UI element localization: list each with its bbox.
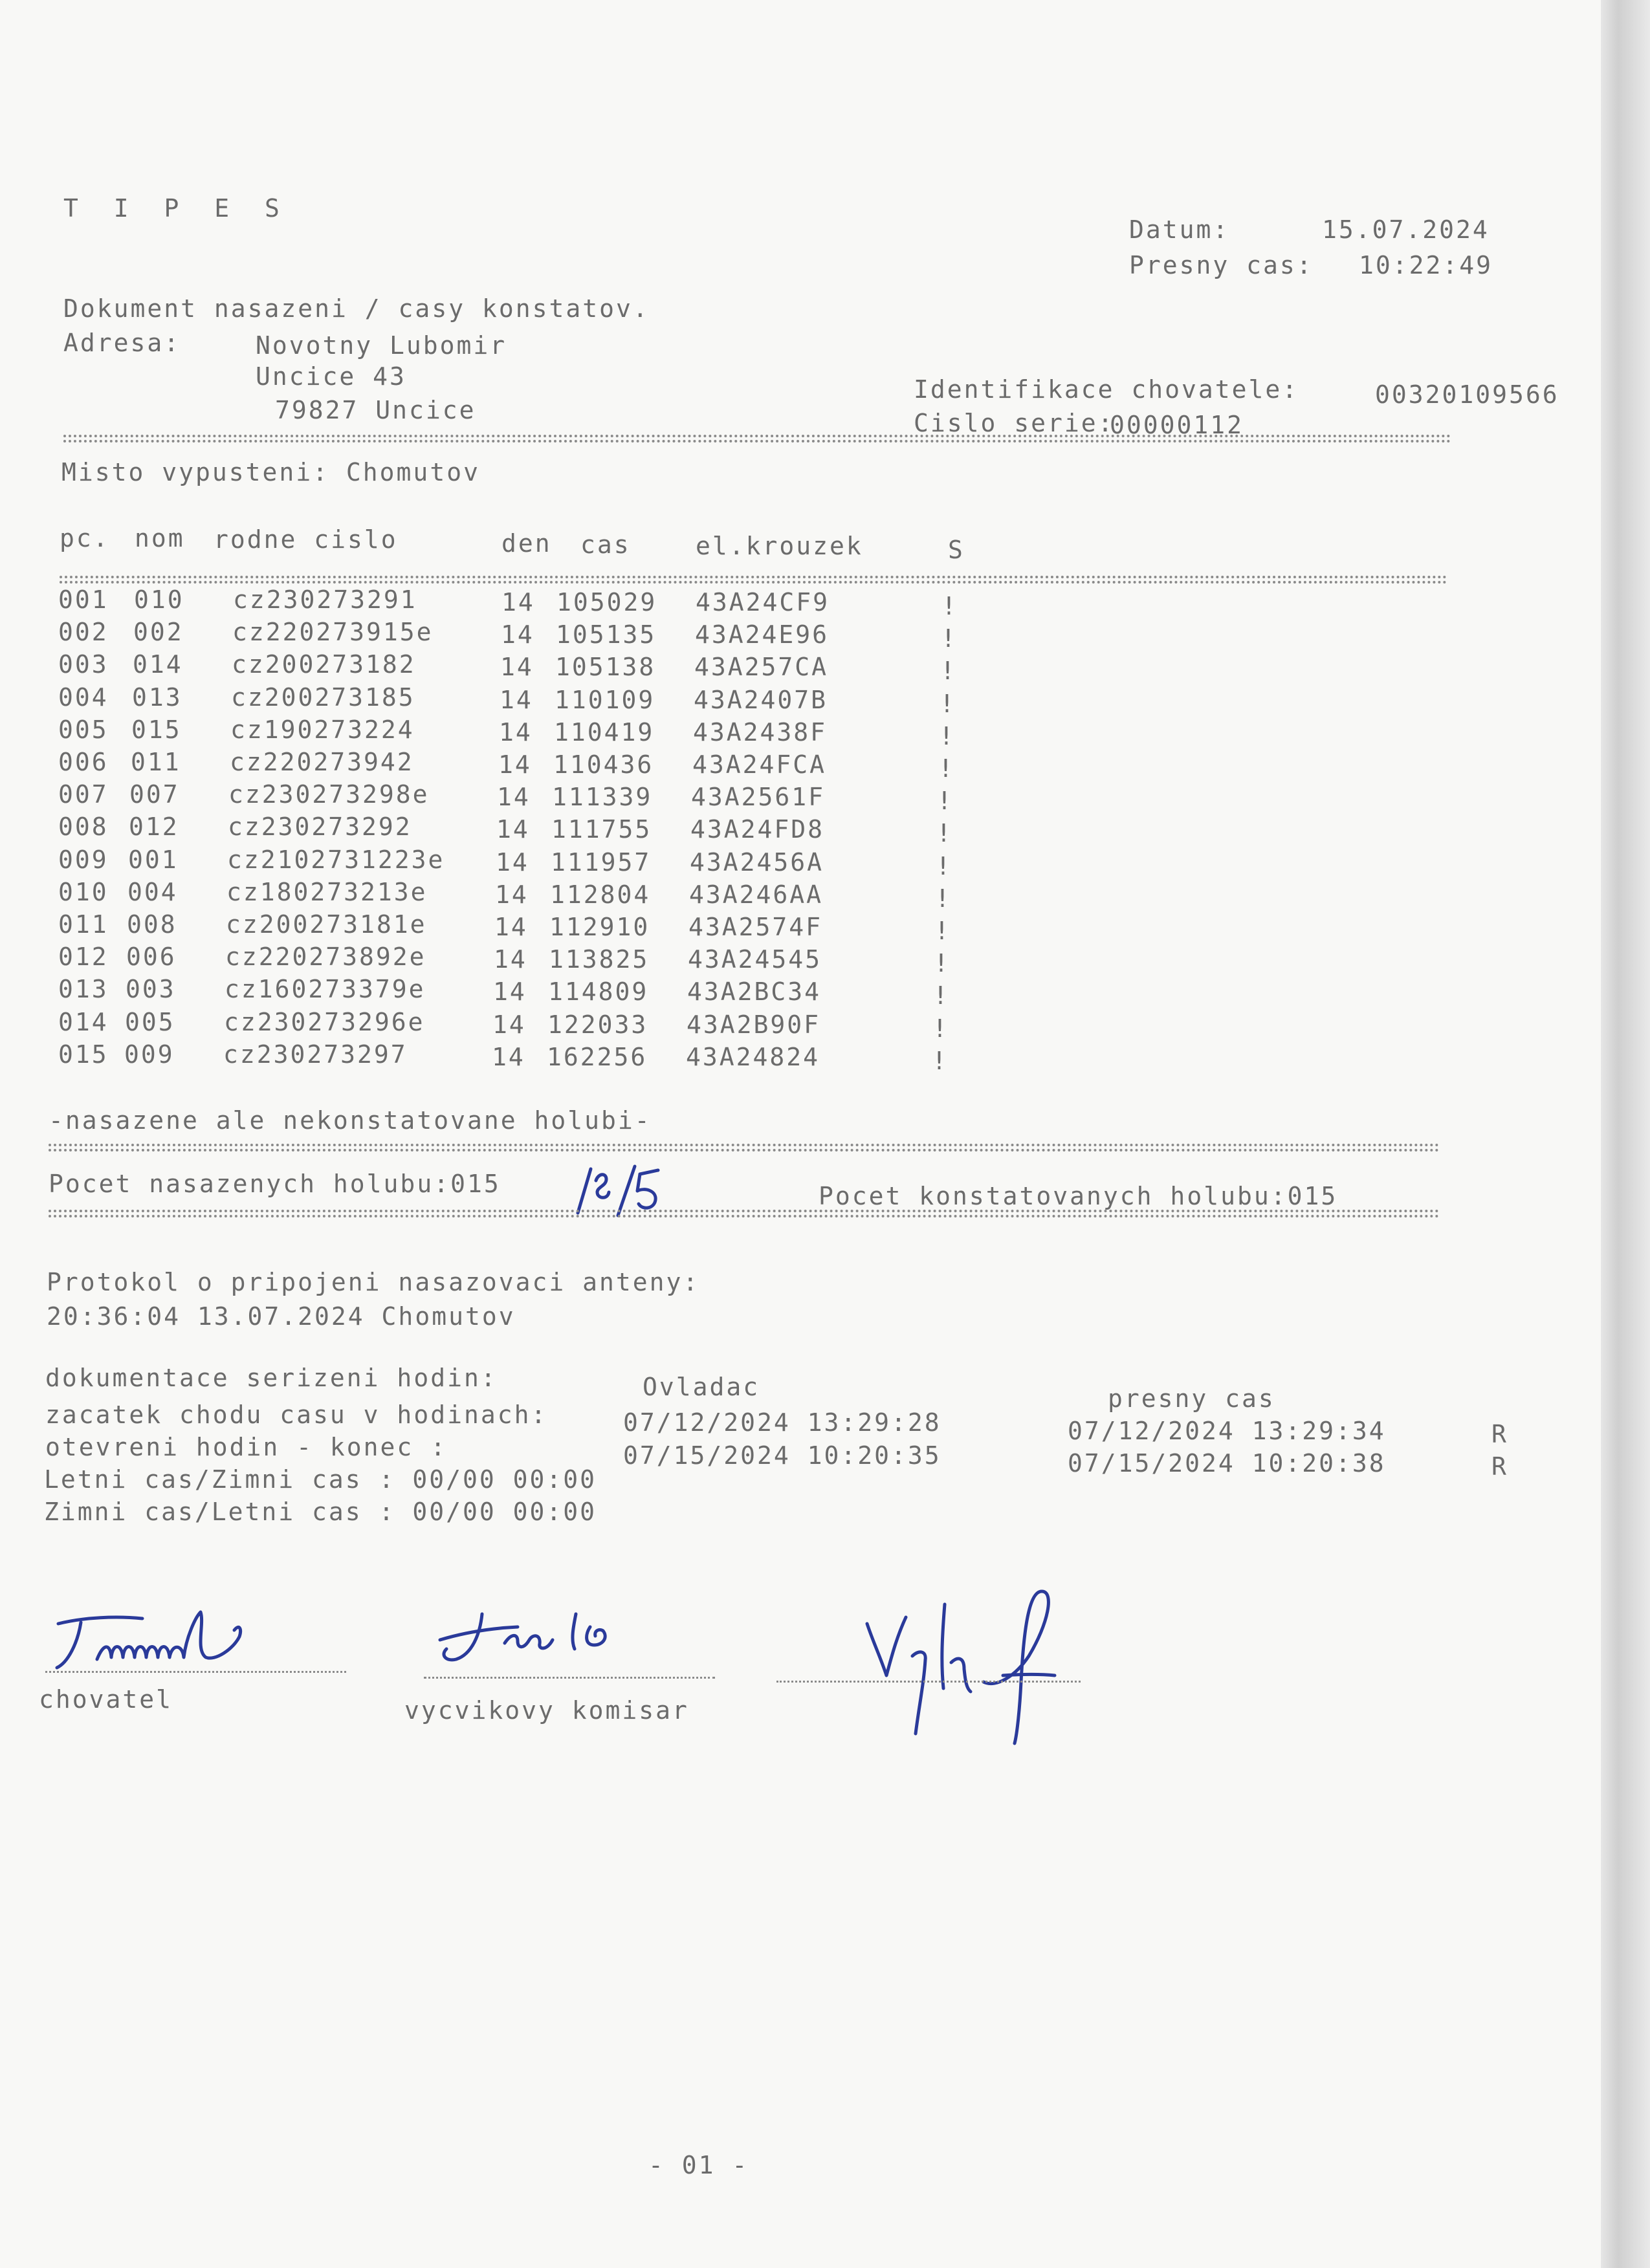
- row-cas: 111339: [552, 783, 653, 812]
- clock-start-controller: 07/12/2024 13:29:28: [623, 1408, 941, 1437]
- table-row: [58, 1007, 1029, 1043]
- row-cas: 105135: [556, 620, 657, 649]
- row-den: 14: [496, 847, 529, 877]
- time-value: 10:22:49: [1359, 251, 1493, 279]
- row-rodne-cislo: cz230273298e: [228, 780, 430, 809]
- header-den: den: [501, 529, 552, 558]
- row-el-krouzek: 43A257CA: [694, 653, 829, 682]
- row-pc: 014: [58, 1007, 109, 1036]
- row-el-krouzek: 43A24FCA: [692, 750, 827, 779]
- breeder-id-label: Identifikace chovatele:: [914, 375, 1299, 404]
- row-s: !: [938, 754, 955, 783]
- row-den: 14: [497, 783, 531, 812]
- date-value: 15.07.2024: [1322, 215, 1490, 244]
- divider: [60, 581, 1447, 583]
- row-rodne-cislo: cz200273182: [232, 650, 416, 679]
- row-pc: 008: [58, 812, 109, 842]
- divider: [63, 440, 1451, 442]
- row-rodne-cislo: cz200273185: [231, 682, 415, 712]
- clock-end-flag: R: [1491, 1452, 1508, 1481]
- not-returned-heading: -nasazene ale nekonstatovane holubi-: [49, 1106, 652, 1135]
- table-row: [58, 877, 1029, 913]
- row-rodne-cislo: cz230273297: [223, 1040, 408, 1069]
- row-cas: 112804: [550, 880, 651, 909]
- table-row: [58, 780, 1029, 816]
- page-number: - 01 -: [648, 2151, 749, 2179]
- row-s: !: [934, 949, 951, 978]
- row-nom: 002: [133, 618, 184, 647]
- row-cas: 114809: [548, 977, 649, 1007]
- address-street: Uncice 43: [256, 362, 406, 391]
- table-row: [58, 715, 1029, 748]
- address-name: Novotny Lubomir: [256, 331, 507, 360]
- row-s: !: [932, 1014, 949, 1043]
- header-pc: pc.: [60, 524, 110, 552]
- row-el-krouzek: 43A24824: [686, 1042, 820, 1071]
- row-pc: 015: [58, 1040, 109, 1069]
- row-den: 14: [492, 1042, 525, 1071]
- document-title: Dokument nasazeni / casy konstatov.: [63, 294, 650, 323]
- breeder-signature: [45, 1598, 317, 1682]
- row-rodne-cislo: cz160273379e: [225, 975, 426, 1004]
- row-nom: 008: [127, 910, 177, 939]
- row-rodne-cislo: cz230273296e: [224, 1007, 425, 1036]
- row-pc: 007: [58, 780, 109, 809]
- header-nom: nom: [135, 524, 185, 552]
- row-cas: 105029: [556, 588, 657, 616]
- row-den: 14: [494, 913, 528, 941]
- row-cas: 105138: [555, 653, 656, 682]
- signature-line: [424, 1677, 715, 1679]
- row-nom: 007: [129, 780, 180, 809]
- clock-title: dokumentace serizeni hodin:: [45, 1364, 498, 1392]
- row-den: 14: [501, 620, 534, 649]
- row-s: !: [936, 851, 952, 880]
- row-pc: 003: [58, 650, 109, 679]
- header-el-krouzek: el.krouzek: [696, 532, 863, 560]
- clock-end-controller: 07/15/2024 10:20:35: [623, 1441, 941, 1470]
- summer-winter-line: Letni cas/Zimni cas : 00/00 00:00: [44, 1465, 597, 1494]
- signature-line: [45, 1671, 346, 1673]
- third-signature: [854, 1578, 1068, 1760]
- row-el-krouzek: 43A2BC34: [687, 977, 822, 1007]
- row-rodne-cislo: cz200273181e: [226, 910, 427, 939]
- row-cas: 111957: [551, 847, 652, 877]
- row-cas: 162256: [547, 1042, 648, 1071]
- header-cas: cas: [580, 530, 631, 559]
- row-pc: 013: [58, 975, 109, 1004]
- row-den: 14: [499, 717, 533, 747]
- row-el-krouzek: 43A2407B: [694, 685, 828, 714]
- row-den: 14: [496, 815, 530, 844]
- clock-start-label: zacatek chodu casu v hodinach:: [45, 1401, 548, 1429]
- signature-line: [776, 1681, 1081, 1683]
- row-el-krouzek: 43A24FD8: [690, 815, 825, 844]
- scanner-edge-shadow: [1601, 0, 1650, 2268]
- release-place: Misto vypusteni: Chomutov: [61, 458, 480, 486]
- row-el-krouzek: 43A2574F: [688, 913, 823, 941]
- row-s: !: [941, 592, 958, 620]
- row-s: !: [932, 1046, 949, 1075]
- row-el-krouzek: 43A2B90F: [687, 1010, 821, 1039]
- row-rodne-cislo: cz2102731223e: [227, 845, 445, 874]
- row-cas: 110436: [553, 750, 654, 779]
- table-row: [58, 910, 1029, 943]
- divider: [49, 1144, 1440, 1146]
- address-city: 79827 Uncice: [275, 396, 476, 424]
- row-pc: 010: [58, 877, 109, 906]
- row-nom: 003: [126, 975, 176, 1004]
- row-rodne-cislo: cz190273224: [230, 715, 415, 744]
- clock-start-exact: 07/12/2024 13:29:34: [1068, 1417, 1386, 1445]
- row-s: !: [936, 819, 953, 848]
- row-cas: 122033: [547, 1010, 648, 1039]
- row-rodne-cislo: cz220273915e: [232, 618, 434, 647]
- divider: [49, 1149, 1440, 1151]
- row-el-krouzek: 43A2561F: [691, 783, 826, 812]
- row-den: 14: [495, 880, 529, 909]
- row-nom: 005: [125, 1007, 175, 1036]
- divider: [60, 576, 1447, 578]
- basketed-count: Pocet nasazenych holubu:015: [49, 1170, 501, 1198]
- row-el-krouzek: 43A24E96: [695, 620, 830, 649]
- row-s: !: [934, 917, 951, 945]
- commissioner-signature: [421, 1595, 654, 1679]
- row-den: 14: [492, 1010, 526, 1039]
- divider: [49, 1215, 1440, 1217]
- row-pc: 001: [58, 585, 109, 614]
- winter-summer-line: Zimni cas/Letni cas : 00/00 00:00: [44, 1498, 597, 1526]
- row-cas: 111755: [551, 815, 652, 844]
- clock-start-flag: R: [1491, 1420, 1508, 1448]
- row-rodne-cislo: cz220273942: [230, 748, 414, 776]
- divider: [63, 435, 1451, 437]
- address-label: Adresa:: [63, 329, 181, 357]
- table-row: [58, 975, 1029, 1010]
- row-pc: 011: [58, 910, 109, 939]
- row-s: !: [939, 721, 956, 750]
- row-nom: 009: [124, 1040, 175, 1069]
- row-s: !: [941, 624, 958, 653]
- time-label: Presny cas:: [1129, 251, 1314, 279]
- row-s: !: [937, 787, 954, 816]
- protocol-line-1: Protokol o pripojeni nasazovaci anteny:: [47, 1268, 700, 1296]
- row-cas: 110109: [555, 685, 655, 714]
- commissioner-signature-label: vycvikovy komisar: [404, 1696, 689, 1725]
- table-row: [58, 585, 1029, 618]
- clock-col-exact: presny cas: [1108, 1384, 1275, 1413]
- table-row: [58, 618, 1029, 653]
- row-pc: 012: [58, 943, 109, 972]
- row-nom: 004: [127, 877, 178, 906]
- row-nom: 001: [128, 845, 179, 874]
- row-nom: 015: [131, 715, 182, 744]
- row-el-krouzek: 43A2438F: [693, 717, 828, 747]
- clock-end-label: otevreni hodin - konec :: [45, 1433, 448, 1461]
- row-pc: 005: [58, 715, 109, 744]
- row-nom: 013: [132, 682, 182, 712]
- row-pc: 004: [58, 682, 109, 712]
- row-cas: 112910: [549, 913, 650, 941]
- row-el-krouzek: 43A246AA: [689, 880, 824, 909]
- divider: [49, 1210, 1440, 1212]
- header-rodne-cislo: rodne cislo: [214, 525, 398, 554]
- table-row: [58, 1040, 1029, 1073]
- row-nom: 012: [129, 812, 179, 842]
- protocol-line-2: 20:36:04 13.07.2024 Chomutov: [47, 1302, 516, 1331]
- table-row: [58, 650, 1029, 686]
- clocked-count: Pocet konstatovanych holubu:015: [819, 1182, 1338, 1210]
- row-nom: 010: [134, 585, 184, 614]
- row-den: 14: [500, 653, 534, 682]
- row-nom: 014: [133, 650, 183, 679]
- table-row: [58, 682, 1029, 718]
- row-rodne-cislo: cz220273892e: [225, 943, 426, 972]
- row-s: !: [935, 884, 952, 913]
- table-row: [58, 943, 1029, 978]
- table-row: [58, 845, 1029, 878]
- table-row: [58, 812, 1029, 848]
- row-rodne-cislo: cz230273292: [228, 812, 412, 842]
- date-label: Datum:: [1129, 215, 1230, 244]
- header-s: S: [948, 536, 965, 564]
- brand-title: T I P E S: [63, 194, 290, 223]
- row-cas: 113825: [549, 945, 650, 974]
- row-den: 14: [494, 945, 527, 974]
- row-el-krouzek: 43A2456A: [690, 847, 824, 877]
- row-s: !: [933, 981, 950, 1010]
- row-rodne-cislo: cz230273291: [233, 585, 417, 614]
- row-s: !: [940, 657, 957, 686]
- table-row: [58, 748, 1029, 783]
- row-pc: 002: [58, 618, 109, 647]
- row-el-krouzek: 43A24545: [688, 945, 822, 974]
- series-value: 00000112: [1110, 411, 1244, 439]
- series-label: Cislo serie:: [914, 409, 1115, 437]
- row-nom: 011: [131, 748, 181, 776]
- row-den: 14: [493, 977, 527, 1007]
- row-el-krouzek: 43A24CF9: [696, 588, 830, 616]
- clock-end-exact: 07/15/2024 10:20:38: [1068, 1449, 1386, 1477]
- row-den: 14: [501, 588, 535, 616]
- row-nom: 006: [126, 943, 177, 972]
- breeder-id-value: 00320109566: [1375, 380, 1559, 409]
- row-pc: 006: [58, 748, 109, 776]
- row-den: 14: [500, 685, 533, 714]
- row-pc: 009: [58, 845, 109, 874]
- row-s: !: [940, 689, 956, 718]
- row-den: 14: [498, 750, 532, 779]
- clock-col-controller: Ovladac: [643, 1373, 760, 1401]
- row-rodne-cislo: cz180273213e: [226, 877, 428, 906]
- breeder-signature-label: chovatel: [39, 1685, 173, 1714]
- row-cas: 110419: [554, 717, 655, 747]
